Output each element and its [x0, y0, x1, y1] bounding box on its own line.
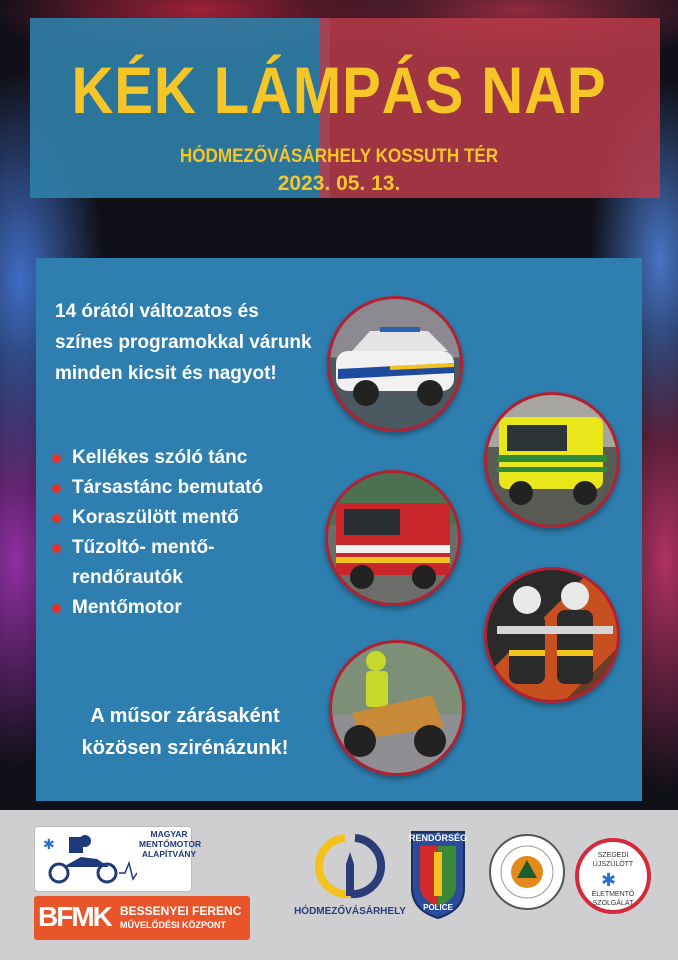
event-title: KÉK LÁMPÁS NAP [71, 53, 607, 127]
bullet-icon [52, 514, 61, 523]
szeged-top-text: SZEGEDI ÚJSZÜLÖTT [592, 852, 634, 868]
intro-line: 14 órától változatos és [55, 301, 259, 322]
program-item: Kellékes szóló tánc [50, 446, 263, 476]
program-item: Tűzoltó- mentő- [50, 536, 263, 566]
police-top-text: RENDŐRSÉG [408, 833, 467, 843]
closing-line: A műsor zárásaként [90, 705, 280, 727]
program-item: Társastánc bemutató [50, 476, 263, 506]
mentomotor-foundation-logo [34, 826, 202, 892]
city-logo-icon [315, 834, 385, 902]
fire-truck-photo [325, 470, 461, 606]
program-item: Koraszülött mentő [50, 506, 263, 536]
event-date: 2023. 05. 13. [277, 172, 401, 195]
disaster-management-seal-icon [489, 834, 565, 910]
ambulance-motorcycle-photo [329, 640, 465, 776]
bullet-icon [52, 544, 61, 553]
closing-text [55, 700, 315, 764]
police-bottom-text: POLICE [423, 903, 453, 912]
intro-line: színes programokkal várunk [55, 332, 312, 353]
svg-text:✱: ✱ [43, 837, 55, 853]
bfmk-wordmark: BFMK [38, 901, 111, 932]
mentomotor-text: MAGYAR MENTŐMOTOR ALAPÍTVÁNY [139, 829, 202, 859]
bfmk-subtitle: MŰVELŐDÉSI KÖZPONT [120, 920, 227, 930]
program-list [50, 446, 263, 626]
svg-text:✱: ✱ [601, 870, 617, 891]
bullet-icon [52, 454, 61, 463]
bullet-icon [52, 604, 61, 613]
bfmk-logo [34, 896, 250, 940]
event-location: HÓDMEZŐVÁSÁRHELY KOSSUTH TÉR [179, 146, 499, 167]
intro-line: minden kicsit és nagyot! [55, 363, 277, 384]
szeged-bottom-text: ÉLETMENTŐ SZOLGÁLAT [591, 891, 635, 907]
police-car-photo [327, 296, 463, 432]
bullet-icon [52, 484, 61, 493]
bfmk-name: BESSENYEI FERENC [120, 904, 242, 918]
city-name: HÓDMEZŐVÁSÁRHELY [294, 906, 406, 917]
intro-text [55, 296, 325, 389]
firefighters-photo [484, 567, 620, 703]
ambulance-photo [484, 392, 620, 528]
closing-line: közösen szirénázunk! [81, 737, 289, 759]
program-item-continuation: rendőrautók [72, 567, 183, 588]
program-item: Mentőmotor [50, 596, 263, 626]
